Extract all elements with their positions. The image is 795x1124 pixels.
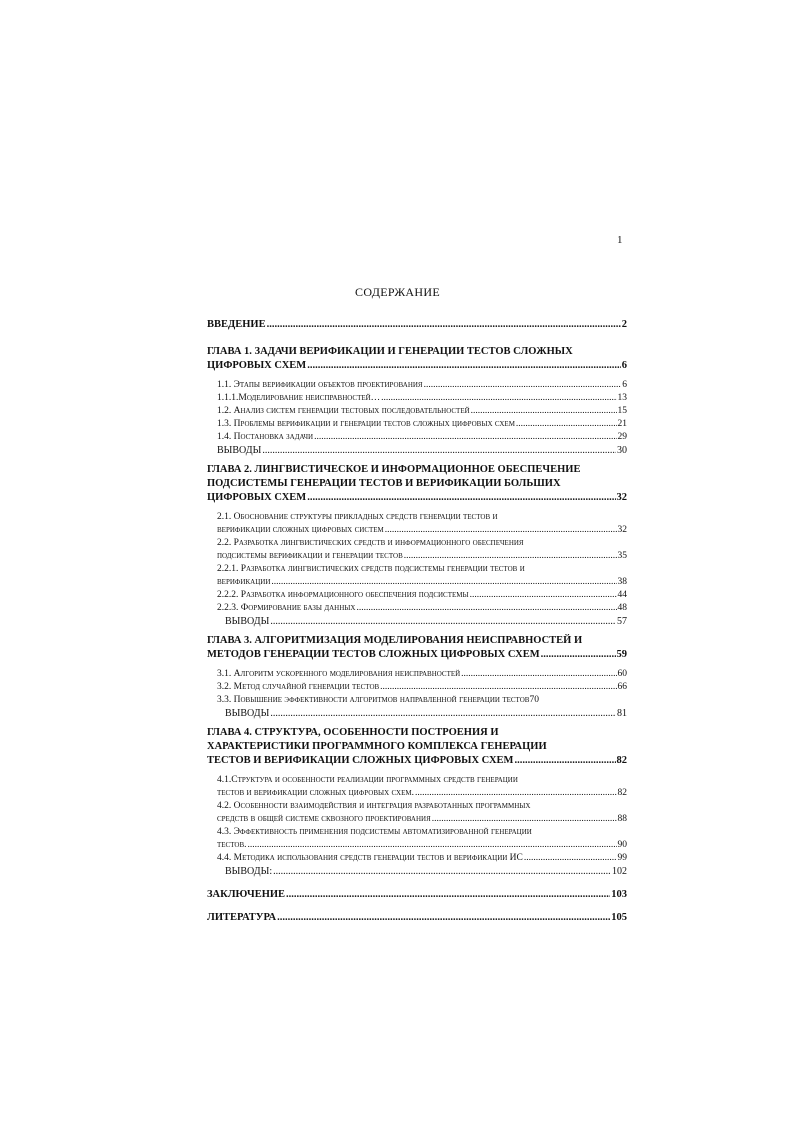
toc-item[interactable]: 1.4. Постановка задачи ..... 29 <box>207 431 627 444</box>
toc-item[interactable]: 3.3. Повышение эффективности алгоритмов направленной генерации тестов 70 <box>217 695 539 705</box>
table-of-contents <box>207 318 627 924</box>
toc-item[interactable]: 4.3. Эффективность применения подсистемы автоматизированной генерации тестов. ..... 90 <box>207 826 627 852</box>
toc-conclusion[interactable]: ЗАКЛЮЧЕНИЕ ..... 103 <box>207 888 627 901</box>
toc-item[interactable]: 1.1. Этапы верификации объектов проектирования ..... 6 <box>207 379 627 392</box>
toc-chapter-3[interactable]: ГЛАВА 3. АЛГОРИТМИЗАЦИЯ МОДЕЛИРОВАНИЯ НЕИСПРАВНОСТЕЙ И МЕТОДОВ ГЕНЕРАЦИИ ТЕСТОВ СЛОЖНЫХ ЦИФРОВЫХ СХЕМ ..... 59 <box>207 634 627 662</box>
toc-chapter-2[interactable]: ГЛАВА 2. ЛИНГВИСТИЧЕСКОЕ И ИНФОРМАЦИОННОЕ ОБЕСПЕЧЕНИЕ ПОДСИСТЕМЫ ГЕНЕРАЦИИ ТЕСТОВ И ВЕРИФИКАЦИИ БОЛЬШИХ ЦИФРОВЫХ СХЕМ ..... 32 <box>207 463 627 505</box>
toc-item[interactable]: 4.4. Методика использования средств генерации тестов и верификации ИС ..... 99 <box>207 852 627 865</box>
toc-item[interactable]: 2.2.3. Формирование базы данных ..... 48 <box>207 602 627 615</box>
toc-item[interactable]: 4.2. Особенности взаимодействия и интеграция разработанных программных средств в общей системе сквозного проектирования ..... 88 <box>207 800 627 826</box>
page-number: 1 <box>617 234 623 246</box>
toc-chapter-1[interactable]: ГЛАВА 1. ЗАДАЧИ ВЕРИФИКАЦИИ И ГЕНЕРАЦИИ ТЕСТОВ СЛОЖНЫХ ЦИФРОВЫХ СХЕМ ..... 6 <box>207 345 627 373</box>
toc-item-conclusions[interactable]: ВЫВОДЫ ..... 30 <box>207 444 627 457</box>
toc-item[interactable]: 3.1. Алгоритм ускоренного моделирования неисправностей ..... 60 <box>207 668 627 681</box>
toc-chapter-4[interactable]: ГЛАВА 4. СТРУКТУРА, ОСОБЕННОСТИ ПОСТРОЕНИЯ И ХАРАКТЕРИСТИКИ ПРОГРАММНОГО КОМПЛЕКСА ГЕНЕРАЦИИ ТЕСТОВ И ВЕРИФИКАЦИИ СЛОЖНЫХ ЦИФРОВЫХ СХЕМ ..... 82 <box>207 726 627 768</box>
toc-item[interactable]: 1.3. Проблемы верификации и генерации тестов сложных цифровых схем ..... 21 <box>207 418 627 431</box>
page-title: СОДЕРЖАНИЕ <box>355 285 440 299</box>
toc-item[interactable]: 2.2.1. Разработка лингвистических средств подсистемы генерации тестов и верификации ..... 38 <box>207 563 627 589</box>
toc-item-conclusions[interactable]: ВЫВОДЫ: ..... 102 <box>207 865 627 878</box>
toc-item[interactable]: 3.2. Метод случайной генерации тестов ..... 66 <box>207 681 627 694</box>
toc-literature[interactable]: ЛИТЕРАТУРА ..... 105 <box>207 911 627 924</box>
toc-item[interactable]: 2.1. Обоснование структуры прикладных средств генерации тестов и верификации сложных цифровых систем ..... 32 <box>207 511 627 537</box>
toc-item[interactable]: 1.2. Анализ систем генерации тестовых последовательностей ..... 15 <box>207 405 627 418</box>
toc-item[interactable]: 2.2.2. Разработка информационного обеспечения подсистемы ..... 44 <box>207 589 627 602</box>
toc-intro[interactable]: ВВЕДЕНИЕ ..... 2 <box>207 318 627 331</box>
toc-item[interactable]: 4.1.Структура и особенности реализации программных средств генерации тестов и верификации сложных цифровых схем. ..... 82 <box>207 774 627 800</box>
toc-item-conclusions[interactable]: ВЫВОДЫ ..... 81 <box>207 707 627 720</box>
toc-item[interactable]: 2.2. Разработка лингвистических средств и информационного обеспечения подсистемы верификации и генерации тестов ..... 35 <box>207 537 627 563</box>
toc-item[interactable]: 1.1.1.Моделирование неисправностей… ..... 13 <box>207 392 627 405</box>
toc-item-conclusions[interactable]: ВЫВОДЫ ..... 57 <box>207 615 627 628</box>
